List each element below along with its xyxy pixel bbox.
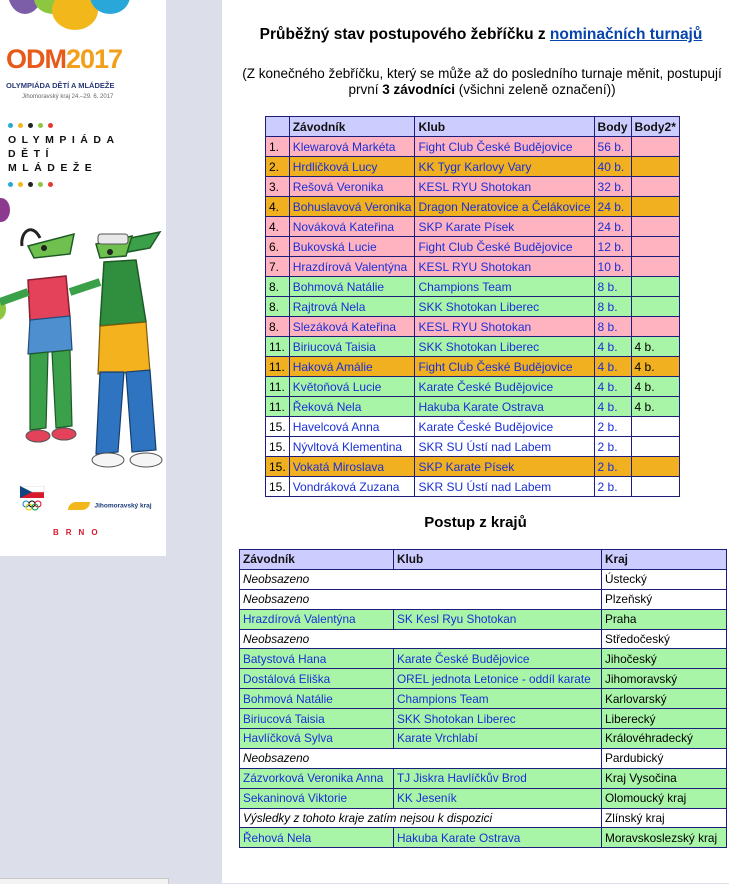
region-racer-link[interactable]: Batystová Hana xyxy=(240,649,394,669)
note-text-end: (všichni zeleně označení)) xyxy=(454,82,616,97)
points-cell: 2 b. xyxy=(594,417,631,437)
ranking-row xyxy=(266,317,680,337)
ranking-table xyxy=(265,116,680,497)
points-cell: 8 b. xyxy=(594,317,631,337)
ranking-row xyxy=(266,177,680,197)
points-cell: 24 b. xyxy=(594,217,631,237)
region-name-cell: Pardubický xyxy=(602,748,727,768)
ranking-row xyxy=(266,217,680,237)
points2-cell xyxy=(631,297,679,317)
odm-banner[interactable] xyxy=(0,0,166,556)
club-link[interactable]: SKR SU Ústí nad Labem xyxy=(415,437,594,457)
region-logo-text: Jihomoravský kraj xyxy=(94,502,152,510)
ranking-row xyxy=(266,357,680,377)
racer-name-link[interactable]: Slezáková Kateřina xyxy=(289,317,415,337)
header-kraj: Kraj xyxy=(602,550,727,570)
points2-cell xyxy=(631,237,679,257)
region-name-cell: Jihomoravský xyxy=(602,669,727,689)
ranking-row xyxy=(266,437,680,457)
club-link[interactable]: Fight Club České Budějovice xyxy=(415,137,594,157)
header-name: Závodník xyxy=(289,117,415,137)
racer-name-link[interactable]: Vokatá Miroslava xyxy=(289,457,415,477)
points-cell: 10 b. xyxy=(594,257,631,277)
region-club-link[interactable]: TJ Jiskra Havlíčkův Brod xyxy=(394,768,602,788)
racer-name-link[interactable]: Biriucová Taisia xyxy=(289,337,415,357)
club-link[interactable]: KESL RYU Shotokan xyxy=(415,177,594,197)
club-link[interactable]: Hakuba Karate Ostrava xyxy=(415,397,594,417)
vacant-cell xyxy=(240,808,602,828)
region-racer-link[interactable]: Sekaninová Viktorie xyxy=(240,788,394,808)
region-racer-link[interactable]: Zázvorková Veronika Anna xyxy=(240,768,394,788)
brno-logo: BRNO xyxy=(53,528,105,537)
bottom-strip xyxy=(0,878,169,884)
points-cell: 32 b. xyxy=(594,177,631,197)
club-link[interactable]: Fight Club České Budějovice xyxy=(415,357,594,377)
note-text-start: (Z konečného žebříčku, který se může až do posledního turnaje měnit, postupují první xyxy=(242,66,722,97)
section-title-postup-z-kraju: Postup z krajů xyxy=(424,514,527,531)
header-club: Klub xyxy=(415,117,594,137)
club-link[interactable]: Fight Club České Budějovice xyxy=(415,237,594,257)
points-cell: 4 b. xyxy=(594,337,631,357)
region-name-cell: Liberecký xyxy=(602,709,727,729)
racer-name-link[interactable]: Rešová Veronika xyxy=(289,177,415,197)
ranking-row xyxy=(266,277,680,297)
points-cell: 4 b. xyxy=(594,357,631,377)
region-name-cell: Karlovarský xyxy=(602,689,727,709)
olympic-rings-logo xyxy=(18,486,46,516)
rank-cell: 1. xyxy=(266,137,290,157)
ranking-row xyxy=(266,377,680,397)
club-link[interactable]: KK Tygr Karlovy Vary xyxy=(415,157,594,177)
note-text-bold: 3 závodníci xyxy=(382,82,455,97)
points-cell: 4 b. xyxy=(594,377,631,397)
points2-cell xyxy=(631,457,679,477)
rank-cell: 11. xyxy=(266,377,290,397)
club-link[interactable]: SKR SU Ústí nad Labem xyxy=(415,477,594,497)
header-body2: Body2* xyxy=(631,117,679,137)
points2-cell: 4 b. xyxy=(631,357,679,377)
region-name-cell: Královéhradecký xyxy=(602,729,727,749)
region-name-cell: Jihočeský xyxy=(602,649,727,669)
logo-text-year: 2017 xyxy=(66,44,123,74)
title-link-nominacni-turnaje[interactable]: nominačních turnajů xyxy=(549,26,703,43)
header-body: Body xyxy=(594,117,631,137)
points2-cell xyxy=(631,137,679,157)
ranking-row xyxy=(266,397,680,417)
rank-cell: 8. xyxy=(266,317,290,337)
points2-cell xyxy=(631,177,679,197)
vacant-cell xyxy=(240,589,602,609)
region-row xyxy=(240,609,727,629)
header-klub: Klub xyxy=(394,550,602,570)
region-row xyxy=(240,748,727,768)
region-racer-link[interactable]: Dostálová Eliška xyxy=(240,669,394,689)
region-name-cell: Ústecký xyxy=(602,569,727,589)
region-club-link[interactable]: SKK Shotokan Liberec xyxy=(394,709,602,729)
rank-cell: 7. xyxy=(266,257,290,277)
region-row xyxy=(240,729,727,749)
ranking-table-body xyxy=(266,137,680,497)
region-name-cell: Plzeňský xyxy=(602,589,727,609)
ranking-note xyxy=(242,66,722,98)
club-link[interactable]: SKP Karate Písek xyxy=(415,457,594,477)
rank-cell: 8. xyxy=(266,297,290,317)
rank-cell: 11. xyxy=(266,397,290,417)
deti-line: DĚTÍ xyxy=(8,148,54,160)
racer-name-link[interactable]: Klewarová Markéta xyxy=(289,137,415,157)
dots-row-top xyxy=(8,123,53,128)
racer-name-link[interactable]: Bohmová Natálie xyxy=(289,277,415,297)
region-row xyxy=(240,569,727,589)
logo-shape-yellow xyxy=(52,0,98,30)
vacant-cell xyxy=(240,629,602,649)
regions-table xyxy=(239,549,727,848)
racer-name-link[interactable]: Vondráková Zuzana xyxy=(289,477,415,497)
regions-table-body xyxy=(240,569,727,847)
region-row xyxy=(240,649,727,669)
racer-name-link[interactable]: Řeková Nela xyxy=(289,397,415,417)
points-cell: 4 b. xyxy=(594,397,631,417)
points2-cell xyxy=(631,417,679,437)
racer-name-link[interactable]: Hrazdírová Valentýna xyxy=(289,257,415,277)
region-club-link[interactable]: Hakuba Karate Ostrava xyxy=(394,828,602,848)
region-row xyxy=(240,589,727,609)
region-row xyxy=(240,669,727,689)
region-name-cell: Moravskoslezský kraj xyxy=(602,828,727,848)
rank-cell: 11. xyxy=(266,337,290,357)
rank-cell: 8. xyxy=(266,277,290,297)
club-link[interactable]: Dragon Neratovice a Čelákovice xyxy=(415,197,594,217)
ranking-row xyxy=(266,457,680,477)
vacant-cell xyxy=(240,748,602,768)
region-racer-link[interactable]: Havlíčková Sylva xyxy=(240,729,394,749)
region-row xyxy=(240,709,727,729)
region-name-cell: Středočeský xyxy=(602,629,727,649)
points2-cell xyxy=(631,257,679,277)
ranking-row xyxy=(266,297,680,317)
logo-place: Jihomoravský kraj 24.–29. 6. 2017 xyxy=(22,94,114,100)
ranking-row xyxy=(266,237,680,257)
points-cell: 12 b. xyxy=(594,237,631,257)
region-row xyxy=(240,689,727,709)
racer-name-link[interactable]: Havelcová Anna xyxy=(289,417,415,437)
crocodile-mascots-illustration xyxy=(0,222,166,472)
points-cell: 2 b. xyxy=(594,437,631,457)
region-name-cell: Olomoucký kraj xyxy=(602,788,727,808)
region-club-link[interactable]: SK Kesl Ryu Shotokan xyxy=(394,609,602,629)
points2-cell xyxy=(631,217,679,237)
points2-cell xyxy=(631,277,679,297)
vacant-text: Neobsazeno xyxy=(243,751,310,766)
points-cell: 8 b. xyxy=(594,297,631,317)
racer-name-link[interactable]: Bohuslavová Veronika xyxy=(289,197,415,217)
club-link[interactable]: KESL RYU Shotokan xyxy=(415,257,594,277)
racer-name-link[interactable]: Hrdličková Lucy xyxy=(289,157,415,177)
region-racer-link[interactable]: Bohmová Natálie xyxy=(240,689,394,709)
rank-cell: 15. xyxy=(266,417,290,437)
rank-cell: 15. xyxy=(266,457,290,477)
vacant-text: Výsledky z tohoto kraje zatím nejsou k dispozici xyxy=(243,811,493,826)
ranking-row xyxy=(266,157,680,177)
club-link[interactable]: KESL RYU Shotokan xyxy=(415,317,594,337)
rank-cell: 6. xyxy=(266,237,290,257)
region-racer-link[interactable]: Biriucová Taisia xyxy=(240,709,394,729)
region-row xyxy=(240,788,727,808)
dots-row-bottom xyxy=(8,182,53,187)
ranking-row xyxy=(266,337,680,357)
club-link[interactable]: SKP Karate Písek xyxy=(415,217,594,237)
region-logo xyxy=(68,497,152,515)
header-zavodnik: Závodník xyxy=(240,550,394,570)
region-row xyxy=(240,629,727,649)
page-title xyxy=(248,26,714,44)
vacant-text: Neobsazeno xyxy=(243,572,310,587)
rank-cell: 3. xyxy=(266,177,290,197)
logo-subtitle: OLYMPIÁDA DĚTÍ A MLÁDEŽE xyxy=(6,81,115,90)
rank-cell: 15. xyxy=(266,437,290,457)
vacant-text: Neobsazeno xyxy=(243,592,310,607)
club-link[interactable]: SKK Shotokan Liberec xyxy=(415,337,594,357)
points-cell: 2 b. xyxy=(594,477,631,497)
region-logo-mark xyxy=(68,502,90,510)
points2-cell: 4 b. xyxy=(631,337,679,357)
points2-cell xyxy=(631,157,679,177)
vacant-text: Neobsazeno xyxy=(243,632,310,646)
mladeze-line: MLÁDEŽE xyxy=(8,162,98,174)
region-name-cell: Kraj Vysočina xyxy=(602,768,727,788)
points-cell: 40 b. xyxy=(594,157,631,177)
points-cell: 24 b. xyxy=(594,197,631,217)
rank-cell: 4. xyxy=(266,197,290,217)
racer-name-link[interactable]: Nováková Kateřina xyxy=(289,217,415,237)
points2-cell: 4 b. xyxy=(631,397,679,417)
points2-cell xyxy=(631,197,679,217)
region-club-link[interactable]: Karate České Budějovice xyxy=(394,649,602,669)
ranking-row xyxy=(266,477,680,497)
title-text: Průběžný stav postupového žebříčku z xyxy=(259,26,550,43)
points2-cell xyxy=(631,437,679,457)
points-cell: 56 b. xyxy=(594,137,631,157)
racer-name-link[interactable]: Haková Amálie xyxy=(289,357,415,377)
club-link[interactable]: Karate České Budějovice xyxy=(415,377,594,397)
region-row xyxy=(240,828,727,848)
region-club-link[interactable]: OREL jednota Letonice - oddíl karate xyxy=(394,669,602,689)
points-cell: 8 b. xyxy=(594,277,631,297)
ranking-row xyxy=(266,257,680,277)
content-panel xyxy=(222,0,729,883)
region-club-link[interactable]: KK Jeseník xyxy=(394,788,602,808)
region-club-link[interactable]: Karate Vrchlabí xyxy=(394,729,602,749)
rank-cell: 11. xyxy=(266,357,290,377)
region-row xyxy=(240,808,727,828)
rank-cell: 15. xyxy=(266,477,290,497)
points2-cell: 4 b. xyxy=(631,377,679,397)
ranking-row xyxy=(266,137,680,157)
club-link[interactable]: SKK Shotokan Liberec xyxy=(415,297,594,317)
points-cell: 2 b. xyxy=(594,457,631,477)
odm-logo-title xyxy=(6,44,122,75)
region-club-link[interactable]: Champions Team xyxy=(394,689,602,709)
rank-cell: 4. xyxy=(266,217,290,237)
club-link[interactable]: Champions Team xyxy=(415,277,594,297)
logo-text-odm: ODM xyxy=(6,44,66,74)
racer-name-link[interactable]: Bukovská Lucie xyxy=(289,237,415,257)
region-racer-link[interactable]: Hrazdírová Valentýna xyxy=(240,609,394,629)
rank-cell: 2. xyxy=(266,157,290,177)
region-name-cell: Praha xyxy=(602,609,727,629)
header-rank xyxy=(266,117,290,137)
ranking-row xyxy=(266,197,680,217)
racer-name-link[interactable]: Rajtrová Nela xyxy=(289,297,415,317)
olympiada-line: OLYMPIÁDA xyxy=(8,134,120,146)
region-racer-link[interactable]: Řehová Nela xyxy=(240,828,394,848)
racer-name-link[interactable]: Květoňová Lucie xyxy=(289,377,415,397)
region-name-cell: Zlínský kraj xyxy=(602,808,727,828)
ranking-row xyxy=(266,417,680,437)
decor-shape-purple xyxy=(0,198,10,222)
region-row xyxy=(240,768,727,788)
points2-cell xyxy=(631,317,679,337)
club-link[interactable]: Karate České Budějovice xyxy=(415,417,594,437)
racer-name-link[interactable]: Nývltová Klementina xyxy=(289,437,415,457)
points2-cell xyxy=(631,477,679,497)
vacant-cell xyxy=(240,569,602,589)
